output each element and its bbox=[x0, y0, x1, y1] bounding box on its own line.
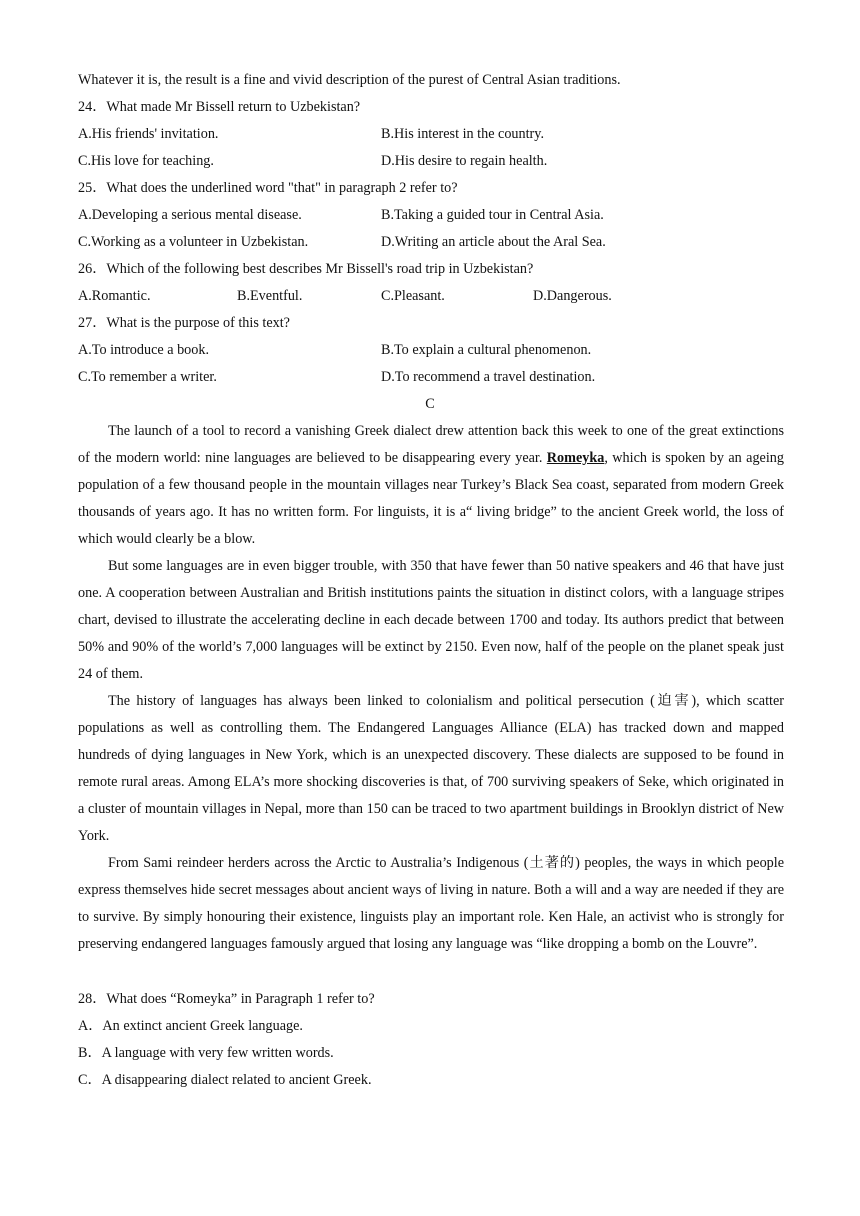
question-28-option-b: B．A language with very few written words. bbox=[78, 1045, 334, 1061]
question-24-option-a: A.His friends' invitation. bbox=[78, 126, 219, 142]
question-25-option-c: C.Working as a volunteer in Uzbekistan. bbox=[78, 234, 309, 250]
paragraph-1-text-b: , which is spoken by an ageing population of a few thousand people in the mountain villages near Turkey’s Black Sea coast, separated from modern Greek thousands of years ago. It has no written form. For linguists, it is a“ living bridge” to the ancient Greek world, the loss of which would clearly be a blow. bbox=[78, 450, 784, 547]
passage-paragraph-3: The history of languages has always been linked to colonialism and political persecution (迫害), which scatter populations as well as controlling them. The Endangered Languages Alliance (ELA) has tracked down and mapped hundreds of dying languages in New York, which is an unexpected discovery. These dialects are supposed to be found in remote rural areas. Among ELA’s more shocking discoveries is that, of 700 surviving speakers of Seke, which originated in a cluster of mountain villages in Nepal, more than 150 can be traced to two apartment buildings in Brooklyn district of New York. bbox=[78, 693, 784, 844]
question-24-stem: 24．What made Mr Bissell return to Uzbekistan? bbox=[78, 99, 361, 115]
question-27-option-d: D.To recommend a travel destination. bbox=[381, 369, 596, 385]
question-24-option-d: D.His desire to regain health. bbox=[381, 153, 548, 169]
question-28-option-c: C．A disappearing dialect related to ancient Greek. bbox=[78, 1072, 372, 1088]
passage-paragraph-2: But some languages are in even bigger trouble, with 350 that have fewer than 50 native speakers and 46 that have just one. A cooperation between Australian and British institutions paints the situation in distinct colors, with a language stripes chart, devised to illustrate the accelerating decline in each decade between 1700 and today. Its authors predict that between 50% and 90% of the world’s 7,000 languages will be extinct by 2150. Even now, half of the people on the planet speak just 24 of them. bbox=[78, 558, 784, 682]
question-25-option-b: B.Taking a guided tour in Central Asia. bbox=[381, 207, 604, 223]
question-24-option-c: C.His love for teaching. bbox=[78, 153, 214, 169]
underlined-keyword: Romeyka bbox=[546, 450, 605, 466]
question-27-stem: 27．What is the purpose of this text? bbox=[78, 315, 290, 331]
question-28-stem: 28．What does “Romeyka” in Paragraph 1 refer to? bbox=[78, 991, 375, 1007]
question-24-option-b: B.His interest in the country. bbox=[381, 126, 544, 142]
question-28-option-a: A．An extinct ancient Greek language. bbox=[78, 1018, 303, 1034]
question-27-option-b: B.To explain a cultural phenomenon. bbox=[381, 342, 592, 358]
passage-paragraph-4: From Sami reindeer herders across the Arctic to Australia’s Indigenous (土著的) peoples, the ways in which people express themselves hide secret messages about ancient ways of living in nature. Both a will and a way are needed if they are to survive. By simply honouring their existence, linguists play an important role. Ken Hale, an activist who is strongly for preserving endangered languages famously argued that losing any language was “like dropping a bomb on the Louvre”. bbox=[78, 855, 784, 952]
question-26-stem: 26．Which of the following best describes Mr Bissell's road trip in Uzbekistan? bbox=[78, 261, 534, 277]
question-27-option-c: C.To remember a writer. bbox=[78, 369, 217, 385]
question-25-option-a: A.Developing a serious mental disease. bbox=[78, 207, 302, 223]
intro-line: Whatever it is, the result is a fine and vivid description of the purest of Central Asian traditions. bbox=[78, 72, 621, 88]
question-25-option-d: D.Writing an article about the Aral Sea. bbox=[381, 234, 606, 250]
question-27-option-a: A.To introduce a book. bbox=[78, 342, 209, 358]
question-26-option-a: A.Romantic. bbox=[78, 288, 151, 304]
question-26-option-c: C.Pleasant. bbox=[381, 288, 445, 304]
passage-paragraph-1 bbox=[78, 418, 784, 553]
section-label: C bbox=[425, 396, 435, 412]
question-26-option-b: B.Eventful. bbox=[237, 288, 303, 304]
question-26-option-d: D.Dangerous. bbox=[533, 288, 612, 304]
paragraph-1-text-a: The launch of a tool to record a vanishing Greek dialect drew attention back this week to one of the great extinctions of the modern world: nine languages are believed to be disappearing every year. bbox=[78, 423, 784, 466]
question-25-stem: 25．What does the underlined word "that" in paragraph 2 refer to? bbox=[78, 180, 458, 196]
